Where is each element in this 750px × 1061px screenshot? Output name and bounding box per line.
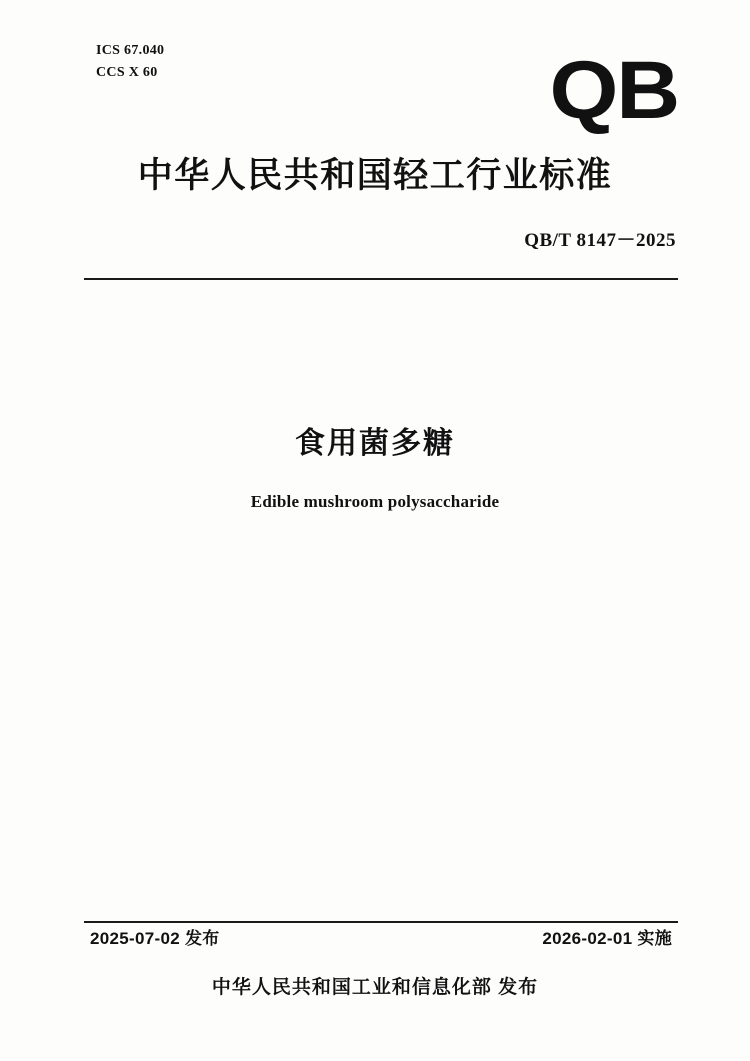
publisher: 中华人民共和国工业和信息化部 发布 xyxy=(211,977,539,998)
ics-code: ICS 67.040 xyxy=(96,43,165,58)
divider-top xyxy=(84,278,678,280)
qb-logo: QB xyxy=(549,45,678,136)
subject-title-chinese: 食用菌多糖 xyxy=(295,427,455,460)
subject-title-english: Edible mushroom polysaccharide xyxy=(250,492,500,511)
standard-number: QB/T 8147－2025 xyxy=(524,230,676,251)
implementation-date: 2026-02-01 实施 xyxy=(542,929,672,948)
issue-date: 2025-07-02 发布 xyxy=(90,929,220,948)
divider-bottom xyxy=(84,921,678,923)
ccs-code: CCS X 60 xyxy=(96,64,158,80)
page-title: 中华人民共和国轻工行业标准 xyxy=(137,156,613,195)
date-row xyxy=(90,924,672,949)
classification-codes xyxy=(96,40,164,83)
